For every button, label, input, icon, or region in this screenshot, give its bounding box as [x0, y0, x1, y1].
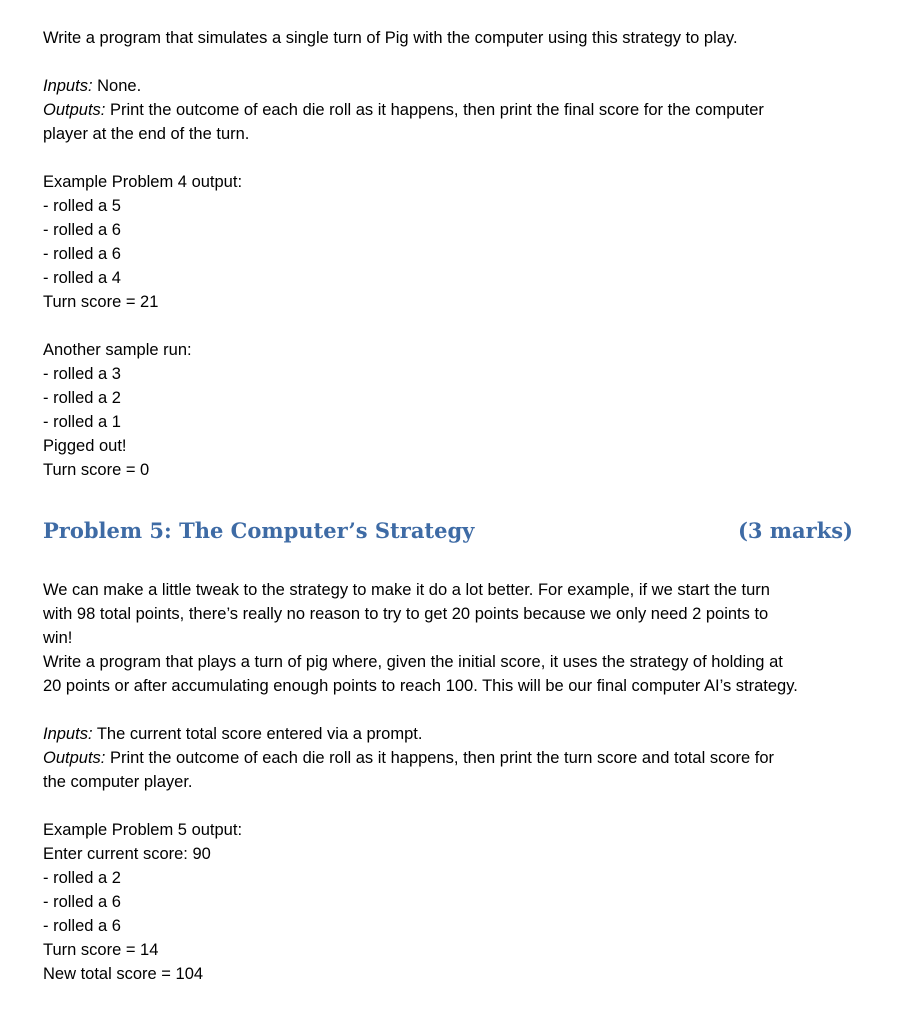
example4-line: Turn score = 21 — [43, 293, 159, 311]
p5-outputs-line — [43, 746, 774, 770]
p5-outputs-line-cont: the computer player. — [43, 773, 193, 791]
example4-line: - rolled a 6 — [43, 221, 121, 239]
example5-line: New total score = 104 — [43, 965, 204, 983]
example4-line: - rolled a 6 — [43, 245, 121, 263]
p5-outputs-text: Print the outcome of each die roll as it happens, then print the turn score and total score for — [105, 749, 775, 767]
outputs-line — [43, 98, 764, 122]
sample-line: - rolled a 3 — [43, 365, 121, 383]
para2-line: Write a program that plays a turn of pig where, given the initial score, it uses the strategy of holding at — [43, 653, 783, 671]
example5-header: Example Problem 5 output: — [43, 821, 243, 839]
p5-inputs-label: Inputs: — [43, 725, 93, 743]
sample-line: Pigged out! — [43, 437, 127, 455]
example5-line: Turn score = 14 — [43, 941, 159, 959]
p5-inputs-text: The current total score entered via a prompt. — [92, 725, 423, 743]
para2-line: 20 points or after accumulating enough points to reach 100. This will be our final computer AI’s strategy. — [43, 677, 798, 695]
example5-line: - rolled a 6 — [43, 893, 121, 911]
inputs-text: None. — [92, 77, 142, 95]
example4-line: - rolled a 4 — [43, 269, 121, 287]
problem5-title: Problem 5: The Computer’s Strategy — [43, 518, 475, 543]
sample-line: - rolled a 1 — [43, 413, 121, 431]
outputs-line-cont: player at the end of the turn. — [43, 125, 250, 143]
example4-line: - rolled a 5 — [43, 197, 121, 215]
problem5-heading — [43, 518, 853, 548]
inputs-line — [43, 74, 141, 98]
p5-outputs-label: Outputs: — [43, 749, 106, 767]
para1-line: win! — [43, 629, 73, 647]
example5-line: Enter current score: 90 — [43, 845, 211, 863]
intro-line: Write a program that simulates a single turn of Pig with the computer using this strategy to play. — [43, 29, 738, 47]
example4-header: Example Problem 4 output: — [43, 173, 243, 191]
example5-line: - rolled a 6 — [43, 917, 121, 935]
outputs-text: Print the outcome of each die roll as it happens, then print the final score for the computer — [105, 101, 764, 119]
para1-line: We can make a little tweak to the strategy to make it do a lot better. For example, if we start the turn — [43, 581, 770, 599]
sample-line: Turn score = 0 — [43, 461, 150, 479]
p5-inputs-line — [43, 722, 422, 746]
inputs-label: Inputs: — [43, 77, 93, 95]
para1-line: with 98 total points, there’s really no reason to try to get 20 points because we only need 2 points to — [43, 605, 769, 623]
example5-line: - rolled a 2 — [43, 869, 121, 887]
outputs-label: Outputs: — [43, 101, 106, 119]
problem5-marks: (3 marks) — [737, 518, 853, 543]
sample-header: Another sample run: — [43, 341, 192, 359]
sample-line: - rolled a 2 — [43, 389, 121, 407]
